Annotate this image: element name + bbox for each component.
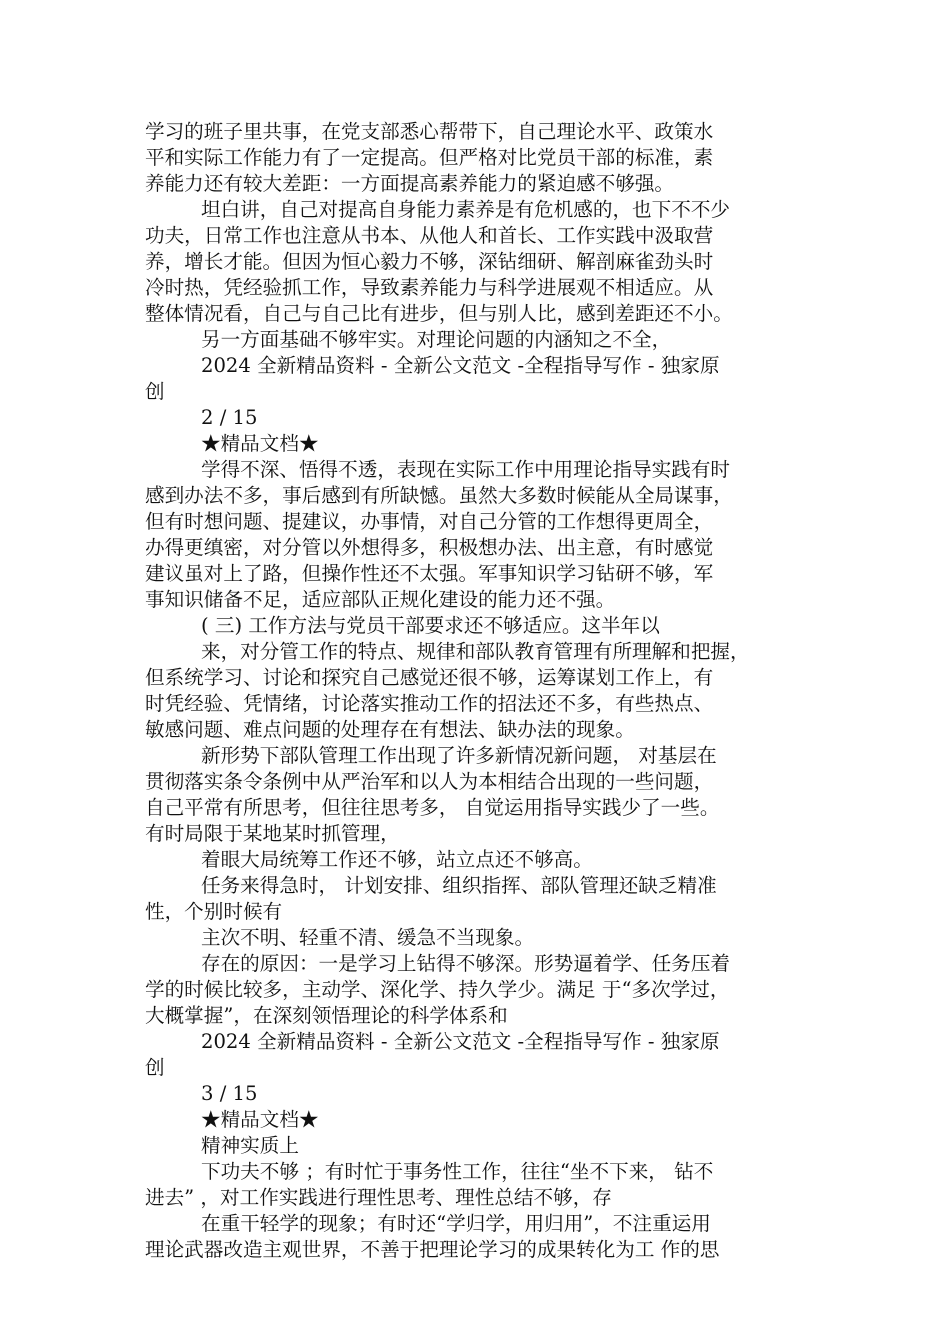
text-line: 办得更缜密，对分管以外想得多，积极想办法、出主意，有时感觉 [145, 536, 714, 559]
text-line: 时凭经验、凭情绪，讨论落实推动工作的招法还不多，有些热点、 [145, 692, 714, 715]
text-line: 新形势下部队管理工作出现了许多新情况新问题， 对基层在 [201, 744, 717, 767]
text-line: 着眼大局统筹工作还不够，站立点还不够高。 [201, 848, 593, 871]
text-line: 冷时热，凭经验抓工作，导致素养能力与科学进展观不相适应。从 [145, 276, 714, 299]
text-line: 精神实质上 [201, 1134, 299, 1157]
header-banner: ★精品文档★ [201, 432, 319, 455]
text-line: 感到办法不多，事后感到有所缺憾。虽然大多数时候能从全局谋事， [145, 484, 733, 507]
text-line: 建议虽对上了路，但操作性还不太强。军事知识学习钻研不够，军 [145, 562, 714, 585]
text-line: 主次不明、轻重不清、缓急不当现象。 [201, 926, 535, 949]
text-line: 自己平常有所思考，但往往思考多， 自觉运用指导实践少了一些。 [145, 796, 720, 819]
text-line: 但系统学习、讨论和探究自己感觉还很不够，运筹谋划工作上，有 [145, 666, 714, 689]
text-line: 养能力还有较大差距：一方面提高素养能力的紧迫感不够强。 [145, 172, 675, 195]
text-line: 学得不深、悟得不透，表现在实际工作中用理论指导实践有时 [201, 458, 731, 481]
text-line: 功夫，日常工作也注意从书本、从他人和首长、工作实践中汲取营 [145, 224, 714, 247]
page-number: 3 / 15 [201, 1082, 258, 1105]
page-number: 2 / 15 [201, 406, 258, 429]
text-line: 贯彻落实条令条例中从严治军和以人为本相结合出现的一些问题， [145, 770, 714, 793]
footer-banner: 2024 全新精品资料 - 全新公文范文 -全程指导写作 - 独家原 [201, 354, 720, 377]
text-line: 任务来得急时， 计划安排、组织指挥、部队管理还缺乏精准 [201, 874, 717, 897]
footer-banner-continued: 创 [145, 380, 165, 403]
text-line: 性，个别时候有 [145, 900, 283, 923]
footer-banner: 2024 全新精品资料 - 全新公文范文 -全程指导写作 - 独家原 [201, 1030, 720, 1053]
text-line: 大概掌握”，在深刻领悟理论的科学体系和 [145, 1004, 508, 1027]
text-line: 平和实际工作能力有了一定提高。但严格对比党员干部的标准，素 [145, 146, 714, 169]
text-line: 但有时想问题、提建议，办事情，对自己分管的工作想得更周全， [145, 510, 714, 533]
section-heading: ( 三) 工作方法与党员干部要求还不够适应。这半年以 [201, 614, 660, 637]
text-line: 另一方面基础不够牢实。对理论问题的内涵知之不全， [201, 328, 672, 351]
text-line: 理论武器改造主观世界，不善于把理论学习的成果转化为工 作的思 [145, 1238, 720, 1261]
text-line: 进去” ，对工作实践进行理性思考、理性总结不够，存 [145, 1186, 612, 1209]
text-line: 存在的原因：一是学习上钻得不够深。形势逼着学、任务压着 [201, 952, 731, 975]
header-banner: ★精品文档★ [201, 1108, 319, 1131]
text-line: 在重干轻学的现象；有时还“学归学，用归用”，不注重运用 [201, 1212, 711, 1235]
text-line: 来，对分管工作的特点、规律和部队教育管理有所理解和把握， [201, 640, 750, 663]
text-line: 学的时候比较多，主动学、深化学、持久学少。满足 于“多次学过， [145, 978, 730, 1001]
text-line: 养，增长才能。但因为恒心毅力不够，深钻细研、解剖麻雀劲头时 [145, 250, 714, 273]
text-line: 有时局限于某地某时抓管理， [145, 822, 400, 845]
footer-banner-continued: 创 [145, 1056, 165, 1079]
text-line: 坦白讲，自己对提高自身能力素养是有危机感的，也下不不少 [201, 198, 731, 221]
text-line: 敏感问题、难点问题的处理存在有想法、缺办法的现象。 [145, 718, 635, 741]
text-line: 整体情况看，自己与自己比有进步，但与别人比，感到差距还不小。 [145, 302, 733, 325]
text-line: 学习的班子里共事，在党支部悉心帮带下，自己理论水平、政策水 [145, 120, 714, 143]
text-line: 下功夫不够 ；有时忙于事务性工作，往往“坐不下来， 钻不 [201, 1160, 714, 1183]
text-line: 事知识储备不足，适应部队正规化建设的能力还不强。 [145, 588, 616, 611]
